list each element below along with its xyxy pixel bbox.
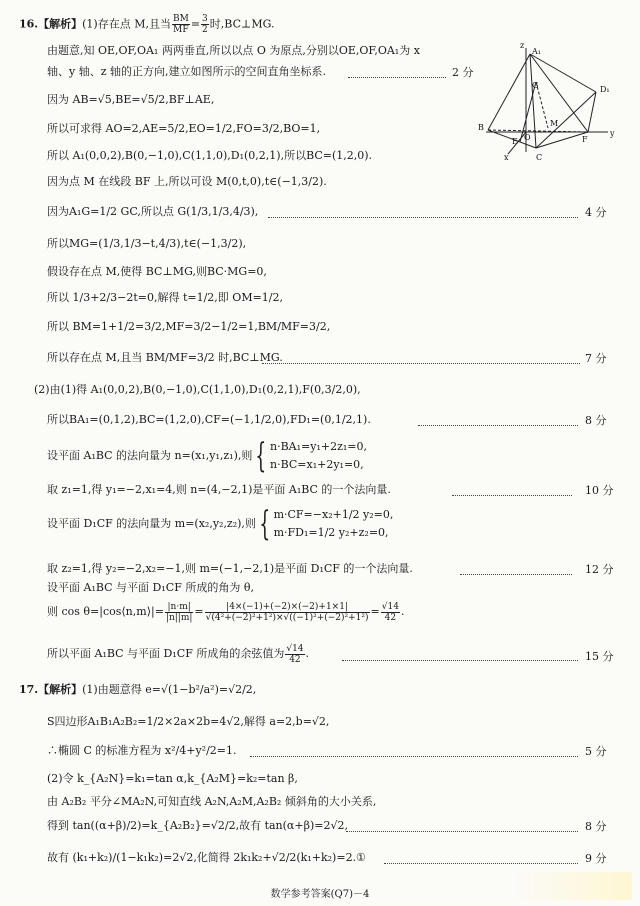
q17-line-6: 得到 tan((α+β)/2)=k_{A₂B₂}=√2/2,故有 tan(α+β)=2√2,	[47, 819, 348, 832]
q16-score-15: 15 分	[585, 650, 614, 663]
q16-line-19: 取 z₂=1,得 y₂=−2,x₂=−1,则 m=(−1,−2,1)是平面 D₁CF 的一个法向量.	[47, 562, 413, 575]
q16-number: 16.	[19, 17, 39, 31]
page-footer: 数学参考答案(Q7)－4	[270, 889, 370, 900]
q16-line-20: 设平面 A₁BC 与平面 D₁CF 所成的角为 θ,	[47, 581, 254, 594]
label-b: B	[478, 123, 484, 132]
label-x: x	[504, 153, 509, 162]
label-m: M	[550, 119, 559, 128]
label-f: F	[582, 135, 588, 144]
q16-line-4: 因为 AB=√5,BE=√5/2,BF⊥AE,	[47, 93, 215, 106]
q16-score-2: 2 分	[452, 66, 474, 79]
q16-line-13: 所以存在点 M,且当 BM/MF=3/2 时,BC⊥MG.	[47, 351, 283, 364]
label-g: G	[532, 81, 539, 90]
q16-score-8: 8 分	[585, 414, 607, 427]
q17-number: 17.	[19, 683, 39, 696]
q16-line-5: 所以可求得 AO=2,AE=5/2,EO=1/2,FO=3/2,BO=1,	[47, 122, 321, 135]
q17-line-4: (2)令 k_{A₂N}=k₁=tan α,k_{A₂M}=k₂=tan β,	[47, 772, 298, 785]
label-d1: D₁	[600, 85, 610, 94]
q16-line-6: 所以 A₁(0,0,2),B(0,−1,0),C(1,1,0),D₁(0,2,1),所以BC=(1,2,0).	[47, 149, 373, 162]
label-e: E	[512, 137, 518, 146]
label-a1: A₁	[532, 47, 541, 56]
q16-line-10: 假设存在点 M,使得 BC⊥MG,则BC·MG=0,	[47, 265, 267, 278]
q17-line-2: S四边形A₁B₁A₂B₂=1/2×2a×2b=4√2,解得 a=2,b=√2,	[47, 715, 330, 728]
label-z: z	[520, 41, 525, 50]
edge-c-f	[536, 132, 588, 148]
label-o: O	[524, 133, 531, 142]
edge-a1-d1	[530, 54, 596, 92]
q16-score-10: 10 分	[585, 484, 614, 497]
q16-line-17: 取 z₁=1,得 y₁=−2,x₁=4,则 n=(4,−2,1)是平面 A₁BC 的一个法向量.	[47, 483, 391, 496]
q16-line-15: 所以BA₁=(0,1,2),BC=(1,2,0),CF=(−1,1/2,0),FD₁=(0,1/2,1).	[47, 413, 371, 426]
q17-tag: 【解析】	[38, 683, 83, 696]
q16-line-8: 因为A₁G=1/2 GC,所以点 G(1/3,1/3,4/3),	[47, 205, 259, 218]
q16-line-9: 所以MG=(1/3,1/3−t,4/3),t∈(−1,3/2),	[47, 237, 247, 250]
q17-line-5: 由 A₂B₂ 平分∠MA₂N,可知直线 A₂N,A₂M,A₂B₂ 倾斜角的大小关系,	[47, 795, 377, 808]
q17-line-7: 故有 (k₁+k₂)/(1−k₁k₂)=2√2,化简得 2k₁k₂+√2/2(k₁+k₂)=2.①	[47, 851, 366, 864]
label-c: C	[536, 153, 543, 162]
q17-score-9: 9 分	[585, 852, 607, 865]
q17-score-8: 8 分	[585, 820, 607, 833]
q16-line-12: 所以 BM=1+1/2=3/2,MF=3/2−1/2=1,BM/MF=3/2,	[47, 320, 331, 333]
label-y: y	[610, 129, 615, 138]
q17-heading: 17.【解析】(1)由题意得 e=√(1−b²/a²)=√2/2,	[19, 683, 257, 696]
q16-line-2: 由题意,知 OE,OF,OA₁ 两两垂直,所以以点 O 为原点,分别以OE,OF,OA₁为 x	[47, 44, 420, 57]
q16-heading: 16.【解析】(1)存在点 M,且当 $\frac{BM}{MF}$ = $\frac{3}{2}$ 时,BC⊥MG.	[19, 14, 275, 35]
q16-line-18: 设平面 D₁CF 的法向量为 m=(x₂,y₂,z₂),则 { m·CF=−x₂+1/2 y₂=0, m·FD₁=1/2 y₂+z₂=0,	[47, 504, 394, 544]
q16-score-12: 12 分	[585, 563, 614, 576]
q17-line-3: ∴椭圆 C 的标准方程为 x²/4+y²/2=1.	[47, 744, 237, 757]
q16-line-7: 因为点 M 在线段 BF 上,所以可设 M(0,t,0),t∈(−1,3/2).	[47, 175, 327, 188]
q16-line-11: 所以 1/3+2/3−2t=0,解得 t=1/2,即 OM=1/2,	[47, 291, 283, 304]
q16-line-21: 则 cos θ=|cos⟨n,m⟩|= $\frac{|n\cdot m|}{|n||m|}$ = $\frac{|4\times(-1)+(-2)\times(-2)+1\times 1|}{\text{√(4²+(−2)²+1²)×√((−1)²+(−2)²+1²)}}$ = $\frac{√14}{42}$ .	[47, 601, 405, 623]
edge-a1-b	[488, 54, 530, 130]
q17-score-5: 5 分	[585, 745, 607, 758]
q16-line-14: (2)由(1)得 A₁(0,0,2),B(0,−1,0),C(1,1,0),D₁(0,2,1),F(0,3/2,0),	[34, 383, 361, 396]
geometry-figure	[478, 40, 618, 168]
q16-tag: 【解析】	[38, 17, 83, 31]
q16-line-16: 设平面 A₁BC 的法向量为 n=(x₁,y₁,z₁),则 { n·BA₁=y₁+2z₁=0, n·BC=x₁+2y₁=0,	[47, 436, 368, 476]
q16-line-22: 所以平面 A₁BC 与平面 D₁CF 所成角的余弦值为 $\frac{√14}{42}$ .	[47, 643, 310, 665]
q16-line-3: 轴、y 轴、z 轴的正方向,建立如图所示的空间直角坐标系.	[47, 65, 326, 78]
q16-score-4: 4 分	[585, 206, 607, 219]
q16-score-7: 7 分	[585, 352, 607, 365]
